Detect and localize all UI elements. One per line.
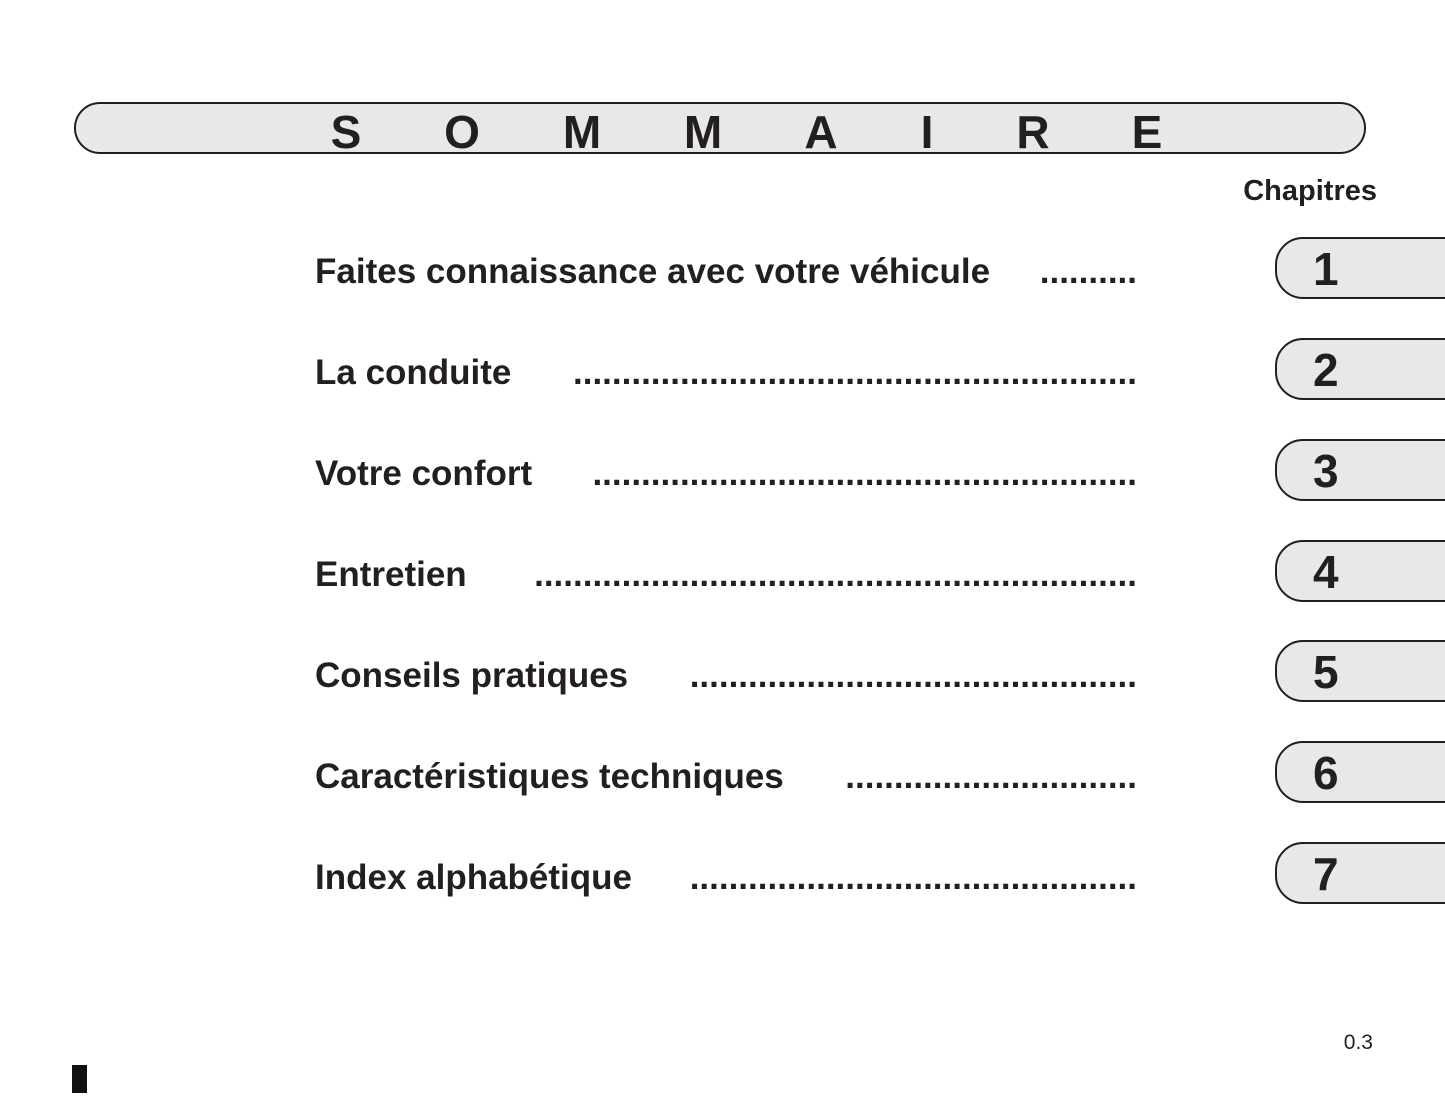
chapter-number: 1	[1313, 243, 1339, 295]
toc-entry-4[interactable]	[315, 550, 1137, 600]
title-letter: A	[804, 106, 838, 158]
chapter-tab-1[interactable]	[1275, 237, 1445, 299]
chapter-tab-6[interactable]	[1275, 741, 1445, 803]
toc-leader-dots: ..............................................	[689, 656, 1137, 695]
toc-leader-dots: ........................................................	[592, 454, 1137, 493]
chapter-number: 4	[1313, 546, 1339, 598]
chapter-tab-5[interactable]	[1275, 640, 1445, 702]
toc-entry-2[interactable]	[315, 348, 1137, 398]
chapter-number: 7	[1313, 848, 1339, 900]
toc-leader-dots: ..........	[1039, 252, 1137, 291]
chapter-tab-2[interactable]	[1275, 338, 1445, 400]
chapter-tab-3[interactable]	[1275, 439, 1445, 501]
toc-leader-dots: ..............................................................	[534, 555, 1137, 594]
toc-entry-title: Entretien	[315, 555, 467, 594]
toc-entry-6[interactable]	[315, 752, 1137, 802]
title-letter: O	[444, 106, 480, 158]
title-letter: E	[1131, 106, 1163, 158]
toc-leader-dots: ..........................................................	[573, 353, 1137, 392]
toc-entry-7[interactable]	[315, 853, 1137, 903]
toc-entry-title: Votre confort	[315, 454, 533, 493]
title-letter: S	[330, 106, 362, 158]
title-letter: M	[683, 106, 723, 158]
chapter-number: 5	[1313, 646, 1339, 698]
title-letter: R	[1016, 106, 1050, 158]
toc-entry-title: Conseils pratiques	[315, 656, 629, 695]
toc-leader-dots: ..............................................	[689, 858, 1137, 897]
toc-entry-3[interactable]	[315, 449, 1137, 499]
chapter-number: 6	[1313, 747, 1339, 799]
toc-entry-1[interactable]	[315, 247, 1137, 297]
chapter-tab-7[interactable]	[1275, 842, 1445, 904]
chapters-heading: Chapitres	[1243, 175, 1377, 207]
page-number: 0.3	[1343, 1031, 1373, 1054]
toc-entry-title: Faites connaissance avec votre véhicule	[315, 252, 991, 291]
title-letter: M	[562, 106, 602, 158]
toc-entry-title: Index alphabétique	[315, 858, 632, 897]
toc-leader-dots: ..............................	[845, 757, 1137, 796]
title-letter: I	[920, 106, 934, 158]
toc-entry-5[interactable]	[315, 651, 1137, 701]
registration-mark	[72, 1065, 87, 1093]
toc-entry-title: La conduite	[315, 353, 512, 392]
chapter-number: 2	[1313, 344, 1339, 396]
chapter-tab-4[interactable]	[1275, 540, 1445, 602]
toc-entry-title: Caractéristiques techniques	[315, 757, 784, 796]
chapter-number: 3	[1313, 445, 1339, 497]
